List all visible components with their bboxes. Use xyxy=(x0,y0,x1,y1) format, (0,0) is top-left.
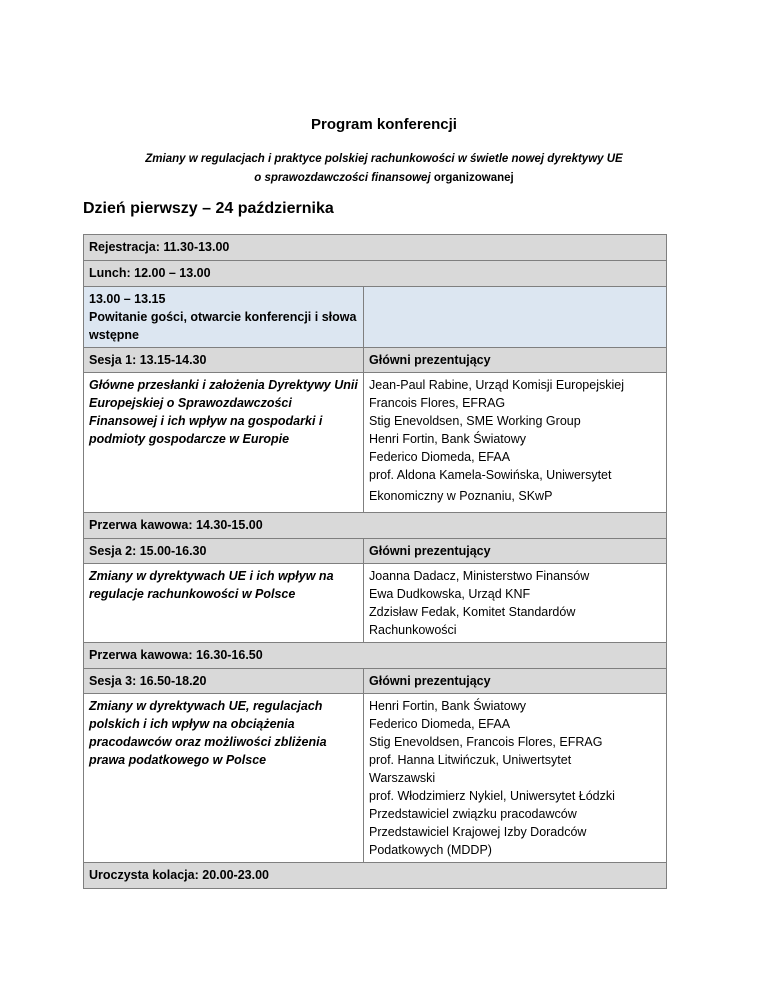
presenter: Zdzisław Fedak, Komitet Standardów xyxy=(369,605,576,619)
presenter: Jean-Paul Rabine, Urząd Komisji Europejskiej xyxy=(369,378,624,392)
presenter: Przedstawiciel związku pracodawców xyxy=(369,807,577,821)
session-2-presenters-header: Główni prezentujący xyxy=(364,539,667,564)
session-1-topic: Główne przesłanki i założenia Dyrektywy Unii Europejskiej o Sprawozdawczości Finansowej i ich wpływ na gospodarki i podmioty gospodarcze w Europie xyxy=(84,373,364,513)
presenter: Warszawski xyxy=(369,771,436,785)
presenter: Henri Fortin, Bank Światowy xyxy=(369,699,527,713)
presenter: prof. Aldona Kamela-Sowińska, Uniwersytet xyxy=(369,468,612,482)
table-row xyxy=(84,863,667,889)
break-2-cell: Przerwa kawowa: 16.30-16.50 xyxy=(84,643,667,669)
presenter: Joanna Dadacz, Ministerstwo Finansów xyxy=(369,569,590,583)
presenter: Podatkowych (MDDP) xyxy=(369,843,492,857)
session-2-presenters xyxy=(364,564,667,643)
table-row xyxy=(84,643,667,669)
session-2-topic: Zmiany w dyrektywach UE i ich wpływ na regulacje rachunkowości w Polsce xyxy=(84,564,364,643)
session-1-presenters-header: Główni prezentujący xyxy=(364,348,667,373)
presenter: Przedstawiciel Krajowej Izby Doradców xyxy=(369,825,587,839)
table-row xyxy=(84,261,667,287)
session-1-presenters xyxy=(364,373,667,513)
presenter: prof. Włodzimierz Nykiel, Uniwersytet Łódzki xyxy=(369,789,615,803)
presenter: Henri Fortin, Bank Światowy xyxy=(369,432,527,446)
presenter: Rachunkowości xyxy=(369,623,457,637)
registration-cell: Rejestracja: 11.30-13.00 xyxy=(84,235,667,261)
conference-subtitle xyxy=(0,150,768,188)
break-1-cell: Przerwa kawowa: 14.30-15.00 xyxy=(84,513,667,539)
dinner-cell: Uroczysta kolacja: 20.00-23.00 xyxy=(84,863,667,889)
welcome-description: Powitanie gości, otwarcie konferencji i słowa wstępne xyxy=(89,310,357,342)
presenter: Federico Diomeda, EFAA xyxy=(369,717,511,731)
presenter: prof. Hanna Litwińczuk, Uniwertsytet xyxy=(369,753,572,767)
welcome-time: 13.00 – 13.15 xyxy=(89,292,166,306)
session-3-presenters xyxy=(364,694,667,863)
welcome-cell xyxy=(84,287,364,348)
session-1-label: Sesja 1: 13.15-14.30 xyxy=(84,348,364,373)
page-title: Program konferencji xyxy=(311,116,457,133)
table-row xyxy=(84,348,667,373)
day-heading: Dzień pierwszy – 24 października xyxy=(83,200,334,217)
table-row xyxy=(84,669,667,694)
presenter: Federico Diomeda, EFAA xyxy=(369,450,511,464)
presenter: Ewa Dudkowska, Urząd KNF xyxy=(369,587,531,601)
session-3-topic: Zmiany w dyrektywach UE, regulacjach polskich i ich wpływ na obciążenia pracodawców oraz możliwości zbliżenia prawa podatkowego w Polsce xyxy=(84,694,364,863)
session-3-presenters-header: Główni prezentujący xyxy=(364,669,667,694)
presenter: Francois Flores, EFRAG xyxy=(369,396,506,410)
session-3-label: Sesja 3: 16.50-18.20 xyxy=(84,669,364,694)
subtitle-line-2-rest: organizowanej xyxy=(430,172,514,184)
welcome-empty-cell xyxy=(364,287,667,348)
presenter: Ekonomiczny w Poznaniu, SKwP xyxy=(369,489,553,503)
agenda-table xyxy=(83,234,667,889)
table-row xyxy=(84,539,667,564)
subtitle-line-2-italic: o sprawozdawczości finansowej xyxy=(254,172,431,184)
table-row xyxy=(84,373,667,513)
session-2-label: Sesja 2: 15.00-16.30 xyxy=(84,539,364,564)
table-row xyxy=(84,694,667,863)
presenter: Stig Enevoldsen, Francois Flores, EFRAG xyxy=(369,735,603,749)
table-row xyxy=(84,287,667,348)
lunch-cell: Lunch: 12.00 – 13.00 xyxy=(84,261,667,287)
subtitle-line-1: Zmiany w regulacjach i praktyce polskiej rachunkowości w świetle nowej dyrektywy UE xyxy=(145,153,623,165)
table-row xyxy=(84,235,667,261)
table-row xyxy=(84,513,667,539)
table-row xyxy=(84,564,667,643)
presenter: Stig Enevoldsen, SME Working Group xyxy=(369,414,581,428)
